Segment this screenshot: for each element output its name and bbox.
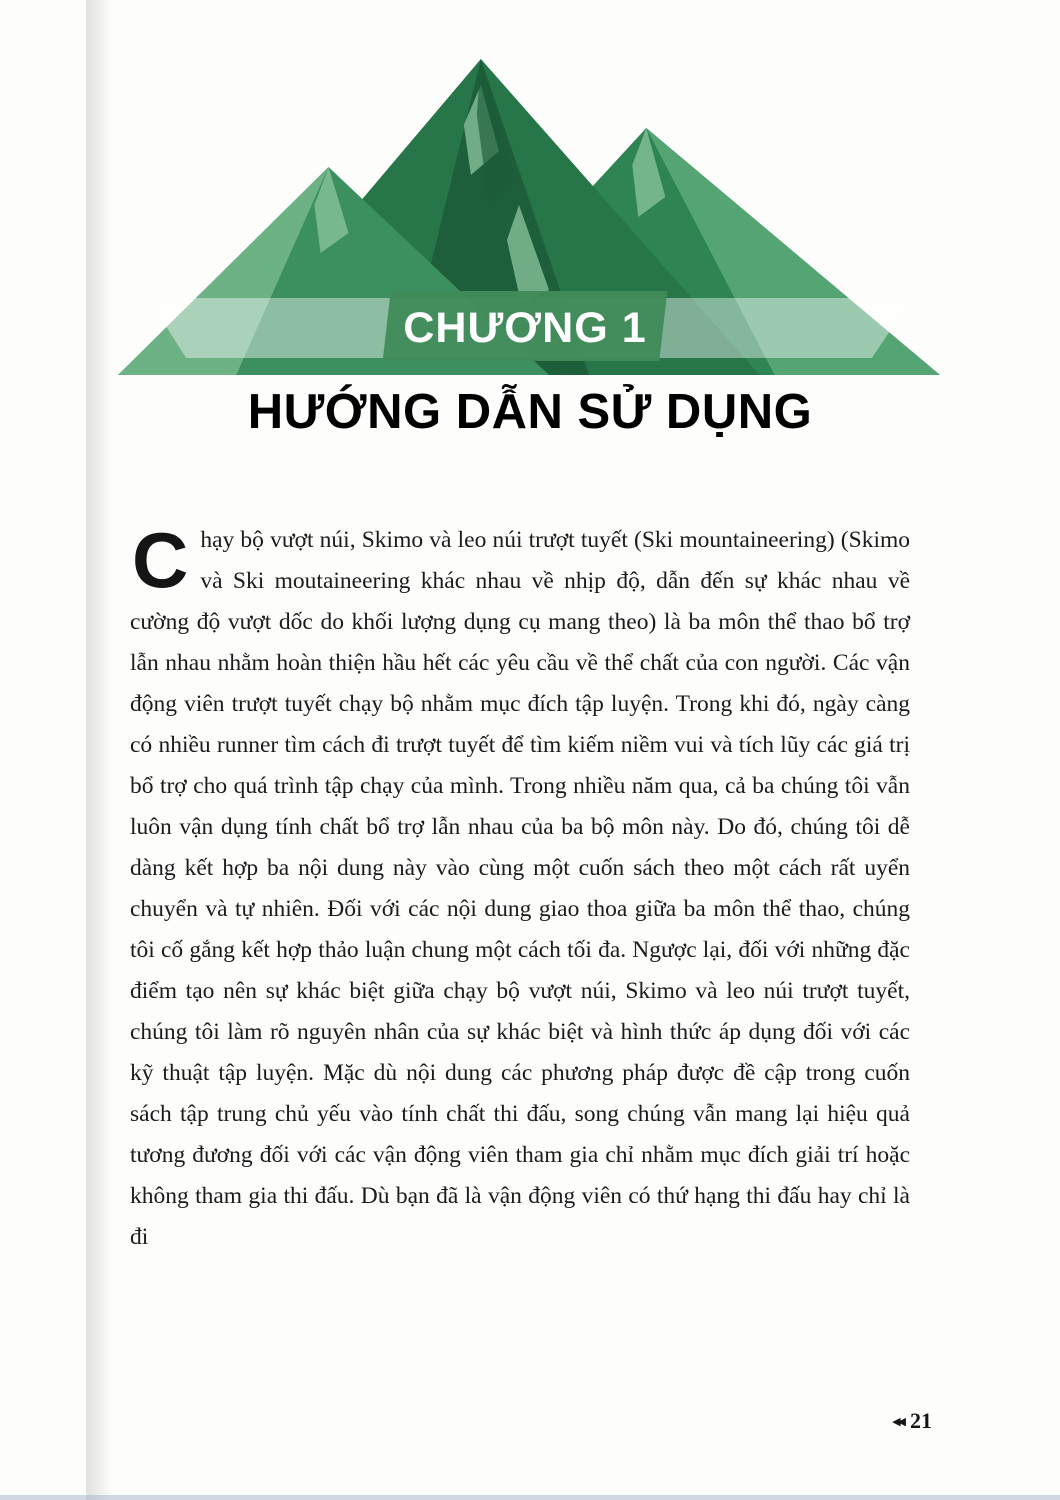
body-paragraph [130,516,910,1258]
page-number: 21 [910,1408,932,1433]
scan-edge-shadow [86,0,112,1500]
chapter-banner-label: CHƯƠNG 1 [403,304,647,352]
paragraph-text: hạy bộ vượt núi, Skimo và leo núi trượt tuyết (Ski mountaineering) (Skimo và Ski moutaineering khác nhau về nhịp độ, dẫn đến sự khác nhau về cường độ vượt dốc do khối lượng dụng cụ mang theo) là ba môn thể thao bổ trợ lẫn nhau nhằm hoàn thiện hầu hết các yêu cầu về thể chất của con người. Các vận động viên trượt tuyết chạy bộ nhằm mục đích tập luyện. Trong khi đó, ngày càng có nhiều runner tìm cách đi trượt tuyết để tìm kiếm niềm vui và tích lũy các giá trị bổ trợ cho quá trình tập chạy của mình. Trong nhiều năm qua, cả ba chúng tôi vẫn luôn vận dụng tính chất bổ trợ lẫn nhau của ba bộ môn này. Do đó, chúng tôi dễ dàng kết hợp ba nội dung này vào cùng một cuốn sách theo một cách rất uyển chuyển và tự nhiên. Đối với các nội dung giao thoa giữa ba môn thể thao, chúng tôi cố gắng kết hợp thảo luận chung một cách tối đa. Ngược lại, đối với những đặc điểm tạo nên sự khác biệt giữa chạy bộ vượt núi, Skimo và leo núi trượt tuyết, chúng tôi làm rõ nguyên nhân của sự khác biệt và hình thức áp dụng đối với các kỹ thuật tập luyện. Mặc dù nội dung các phương pháp được đề cập trong cuốn sách tập trung chủ yếu vào tính chất thi đấu, song chúng vẫn mang lại hiệu quả tương đương đối với các vận động viên tham gia chỉ nhằm mục đích giải trí hoặc không tham gia thi đấu. Dù bạn đã là vận động viên có thứ hạng thi đấu hay chỉ là đi [130,527,910,1250]
rewind-icon: ◀◀ [892,1415,903,1428]
scan-bottom-artifact [0,1495,1060,1500]
chapter-title: HƯỚNG DẪN SỬ DỤNG [247,385,813,439]
dropcap-letter: C [132,516,189,604]
page-footer [892,1408,932,1434]
mountain-illustration [118,55,940,381]
